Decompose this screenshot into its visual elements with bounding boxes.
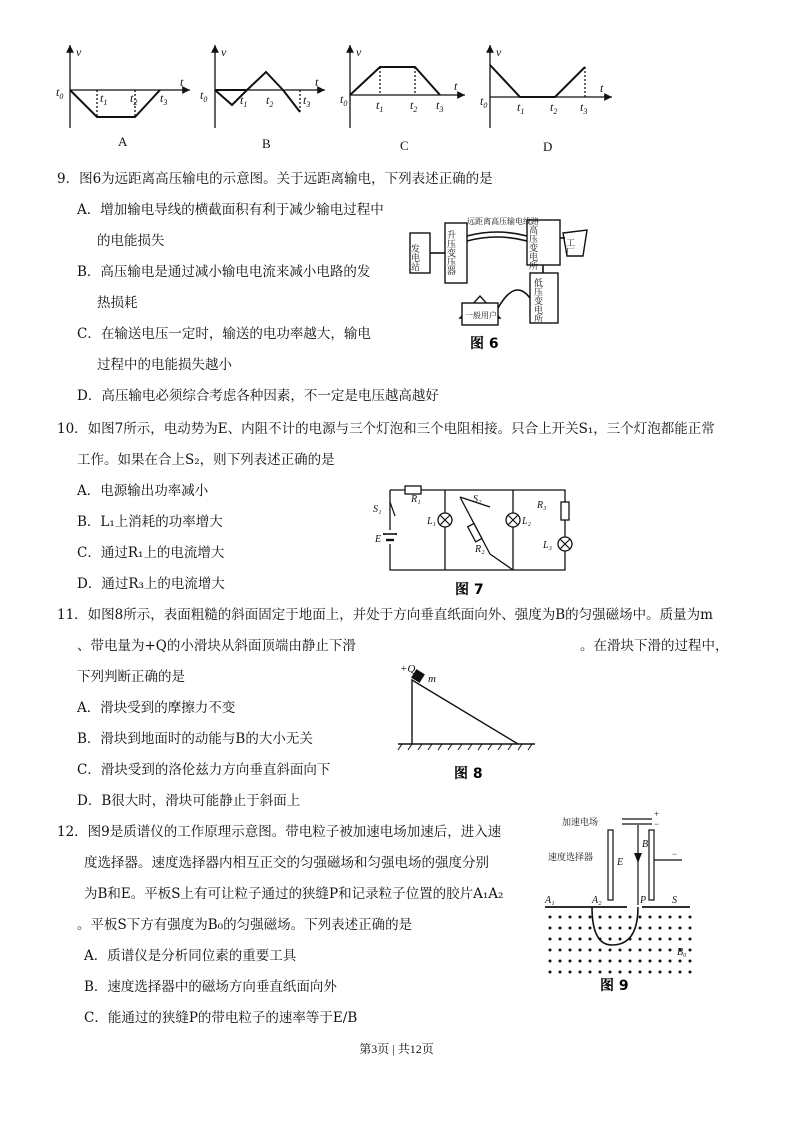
graph-a-label: A — [118, 134, 128, 149]
graph-c — [350, 45, 465, 128]
r2-resistor — [468, 524, 482, 542]
svg-text:升压变压器: 升压变压器 — [446, 230, 456, 275]
svg-text:工厂: 工厂 — [565, 238, 575, 256]
figure-7-caption: 图 7 — [455, 582, 484, 598]
svg-text:t3: $t_3$ — [580, 100, 588, 116]
graph-a-v-label: v — [76, 45, 82, 59]
r1-resistor — [405, 486, 421, 494]
svg-text:t2: $t_2$ — [550, 100, 558, 116]
q10-option-b: B．L₁上消耗的功率增大 — [77, 514, 223, 530]
q9-option-a-cont: 的电能损失 — [97, 233, 165, 249]
q11-stem-cont2: 下列判断正确的是 — [77, 669, 185, 685]
q12-stem: 12．图9是质谱仪的工作原理示意图。带电粒子被加速电场加速后，进入速 — [57, 824, 502, 840]
svg-text:t2: $t_2$ — [266, 93, 274, 109]
svg-text:加速电场: 加速电场 — [562, 817, 599, 827]
q11-option-a: A．滑块受到的摩擦力不变 — [77, 700, 236, 716]
q10-option-c: C．通过R₁上的电流增大 — [77, 545, 225, 561]
q10-stem-cont: 工作。如果在合上S₂，则下列表述正确的是 — [77, 452, 335, 468]
svg-text:m: m — [428, 673, 436, 685]
svg-text:L₁: L₁ — [427, 516, 437, 527]
q10-option-a: A．电源输出功率减小 — [77, 483, 209, 499]
graph-b-label: B — [262, 136, 271, 151]
svg-text:E: E — [375, 534, 382, 545]
svg-text:A₂: A₂ — [592, 895, 602, 906]
r3-resistor — [561, 502, 569, 520]
svg-text:t2: $t_2$ — [130, 91, 138, 107]
svg-text:t1: $t_1$ — [517, 100, 525, 116]
figure-6 — [405, 208, 595, 358]
svg-text:t2: $t_2$ — [410, 98, 418, 114]
svg-text:t1: $t_1$ — [376, 98, 384, 114]
vt-graphs-row — [0, 0, 793, 160]
svg-text:−: − — [654, 819, 660, 829]
svg-text:t0: $t_0$ — [56, 85, 64, 101]
svg-text:R₃: R₃ — [537, 500, 547, 511]
svg-text:远距离高压输电线路: 远距离高压输电线路 — [467, 217, 539, 226]
q11-option-c: C．滑块受到的洛伦兹力方向垂直斜面向下 — [77, 762, 331, 778]
svg-text:速度选择器: 速度选择器 — [548, 852, 594, 862]
svg-text:t3: $t_3$ — [303, 93, 311, 109]
q12-stem-cont2: 为B和E。平板S上有可让粒子通过的狭缝P和记录粒子位置的胶片A₁A₂ — [84, 886, 504, 902]
svg-text:B: B — [642, 839, 649, 850]
q9-option-c: C．在输送电压一定时，输送的电功率越大，输电 — [77, 326, 371, 342]
svg-text:发电站: 发电站 — [410, 244, 420, 271]
svg-text:E: E — [617, 857, 624, 868]
q11-stem-cont: 、带电量为+Q的小滑块从斜面顶端由静止下滑 — [77, 638, 356, 654]
page-footer: 第3页 | 共12页 — [359, 1042, 434, 1056]
q9-stem: 9．图6为远距离高压输电的示意图。关于远距离输电，下列表述正确的是 — [57, 171, 493, 187]
graph-c-label: C — [400, 138, 409, 153]
svg-text:S₂: S₂ — [473, 494, 482, 505]
svg-text:t3: $t_3$ — [160, 91, 168, 107]
svg-text:L₂: L₂ — [522, 516, 532, 527]
svg-text:S₁: S₁ — [373, 504, 382, 515]
q9-option-d: D．高压输电必须综合考虑各种因素，不一定是电压越高越好 — [77, 388, 439, 404]
figure-8-caption: 图 8 — [454, 766, 483, 782]
figure-7 — [365, 472, 585, 602]
svg-text:t0: $t_0$ — [200, 88, 208, 104]
q10-option-d: D．通过R₃上的电流增大 — [77, 576, 225, 592]
svg-text:S: S — [672, 895, 677, 906]
svg-text:v: v — [496, 45, 502, 59]
svg-text:P: P — [640, 895, 647, 906]
svg-text:高压变电所: 高压变电所 — [528, 225, 538, 270]
q11-stem: 11．如图8所示，表面粗糙的斜面固定于地面上，并处于方向垂直纸面向外、强度为B的匀强磁场中。质量为m — [57, 607, 713, 623]
graph-d-label: D — [543, 139, 553, 154]
figure-6-caption: 图 6 — [470, 336, 499, 352]
figure-9 — [542, 805, 712, 1005]
svg-text:B₀: B₀ — [677, 947, 687, 958]
q12-stem-cont: 度选择器。速度选择器内相互正交的匀强磁场和匀强电场的强度分别 — [84, 855, 489, 871]
svg-text:t: t — [600, 81, 604, 95]
q11-option-b: B．滑块到地面时的动能与B的大小无关 — [77, 731, 313, 747]
figure-9-caption: 图 9 — [600, 978, 629, 994]
svg-text:t: t — [315, 75, 319, 89]
svg-text:+: + — [654, 809, 660, 819]
q12-option-a: A．质谱仪是分析同位素的重要工具 — [84, 948, 297, 964]
graph-a — [70, 45, 190, 128]
q11-stem-tail: 。在滑块下滑的过程中， — [580, 638, 729, 654]
q9-option-b: B．高压输电是通过减小输电电流来减小电路的发 — [77, 264, 371, 280]
svg-text:L₃: L₃ — [543, 540, 553, 551]
q9-option-a: A．增加输电导线的横截面积有利于减少输电过程中 — [77, 202, 384, 218]
q12-option-c: C．能通过的狭缝P的带电粒子的速率等于E/B — [84, 1010, 358, 1026]
graph-d — [490, 45, 612, 128]
svg-text:−: − — [672, 849, 678, 859]
svg-text:+Q: +Q — [400, 663, 416, 675]
q9-option-b-cont: 热损耗 — [97, 295, 138, 311]
svg-text:v: v — [356, 45, 362, 59]
q10-stem: 10．如图7所示，电动势为E、内阻不计的电源与三个灯泡和三个电阻相接。只合上开关S₁，三个灯泡都能正常 — [57, 421, 715, 437]
svg-text:低压变电所: 低压变电所 — [533, 278, 543, 323]
figure-8 — [390, 660, 540, 785]
svg-text:t1: $t_1$ — [240, 93, 248, 109]
svg-text:t: t — [180, 75, 184, 89]
q12-stem-cont3: 。平板S下方有强度为B₀的匀强磁场。下列表述正确的是 — [77, 917, 413, 933]
svg-text:t0: $t_0$ — [340, 92, 348, 108]
svg-text:一般用户: 一般用户 — [465, 311, 497, 320]
svg-text:v: v — [221, 45, 227, 59]
svg-text:t0: $t_0$ — [480, 94, 488, 110]
svg-text:t: t — [454, 79, 458, 93]
svg-text:t1: $t_1$ — [100, 91, 108, 107]
q12-option-b: B．速度选择器中的磁场方向垂直纸面向外 — [84, 979, 337, 995]
q11-option-d: D．B很大时，滑块可能静止于斜面上 — [77, 793, 301, 809]
svg-text:R₁: R₁ — [411, 494, 421, 505]
q9-option-c-cont: 过程中的电能损失越小 — [97, 357, 232, 373]
svg-text:A₁: A₁ — [545, 895, 555, 906]
svg-text:t3: $t_3$ — [436, 98, 444, 114]
svg-text:R₂: R₂ — [475, 544, 485, 555]
graph-b — [215, 45, 325, 128]
